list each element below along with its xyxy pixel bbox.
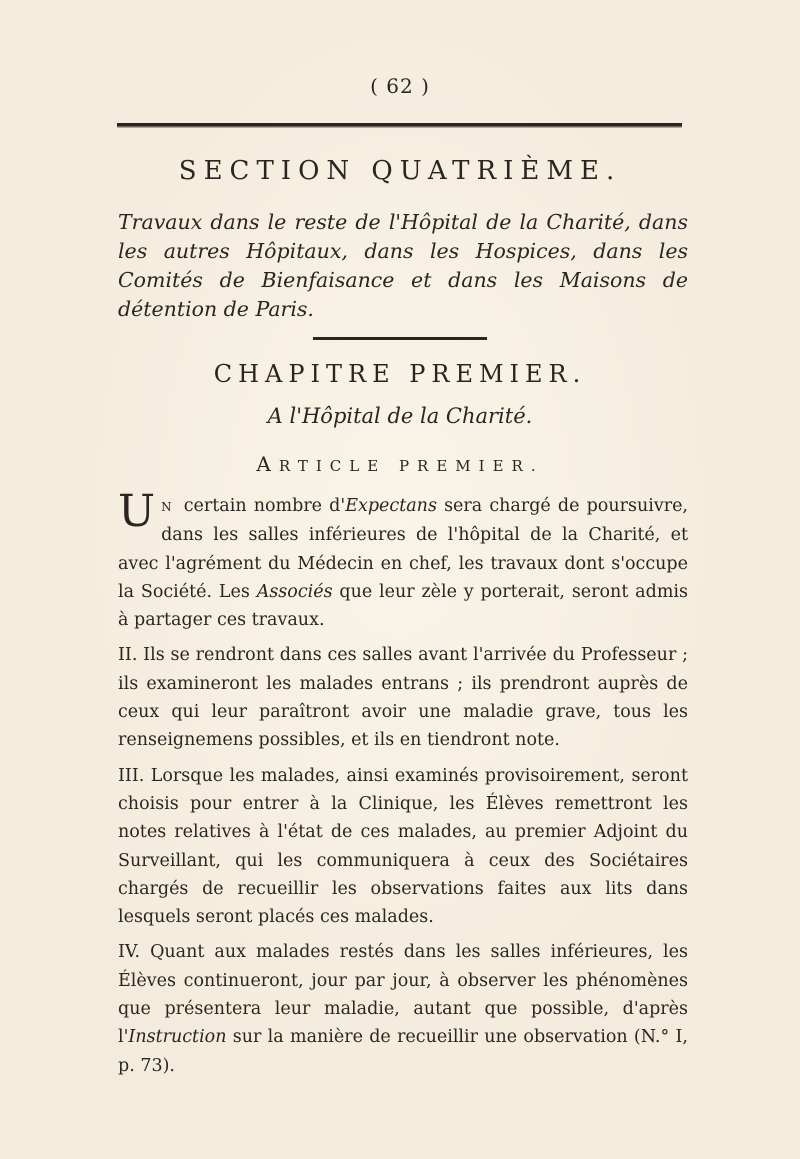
paragraph-4-italic-a: Instruction <box>128 1027 227 1048</box>
small-cap: N <box>161 500 173 514</box>
body-text <box>118 486 688 1087</box>
article-title-rest: RTICLE PREMIER. <box>278 457 544 475</box>
drop-cap: U <box>118 486 156 537</box>
header-rule <box>117 123 682 126</box>
paragraph-1-text-a: certain nombre d' <box>176 496 346 516</box>
paragraph-1-text-c: que leur zèle y porterait, seront admis à partager ces travaux. <box>118 581 688 631</box>
article-title <box>0 452 800 476</box>
paragraph-1-italic-b: Associés <box>256 581 333 602</box>
paragraph-4 <box>118 938 688 1079</box>
section-subtitle: Travaux dans le reste de l'Hôpital de la Charité, dans les autres Hôpitaux, dans les Hospices, dans les Comités de Bienfaisance et dans les Maisons de détention de Paris. <box>118 210 688 321</box>
section-divider-rule <box>313 337 487 340</box>
paragraph-1-text-b: sera chargé de poursuivre, dans les salles inférieures de l'hôpital de la Charité, et avec l'agrément du Médecin en chef, les travaux dont s'occupe la Société. Les <box>118 496 688 602</box>
chapter-subtitle: A l'Hôpital de la Charité. <box>267 404 533 428</box>
paragraph-1-italic-a: Expectans <box>345 496 437 516</box>
paragraph-3: III. Lorsque les malades, ainsi examinés provisoirement, seront choisis pour entrer à la Clinique, les Élèves remettront les notes relatives à l'état de ces malades, au premier Adjoint du Surveillant, qui les communiquera à ceux des Sociétaires chargés de recueillir les observations faites aux lits dans lesquels seront placés ces malades. <box>118 765 688 928</box>
paragraph-4-text-a: IV. Quant aux malades restés dans les salles inférieures, les Élèves continueront, jour par jour, à observer les phénomènes que présentera leur maladie, autant que possible, d'après l' <box>118 942 688 1048</box>
paragraph-1 <box>118 486 688 634</box>
page-number: ( 62 ) <box>370 74 430 98</box>
paragraph-4-text-b: sur la manière de recueillir une observation (N.° I, p. 73). <box>118 1027 688 1076</box>
chapter-title: CHAPITRE PREMIER. <box>213 360 587 388</box>
paragraph-2: II. Ils se rendront dans ces salles avant l'arrivée du Professeur ; ils examineront les malades entrans ; ils prendront auprès de ceux qui leur paraîtront avoir une maladie grave, tous les renseignemens possibles, et ils en tiendront note. <box>118 645 688 751</box>
section-title: SECTION QUATRIÈME. <box>178 156 622 186</box>
article-title-initial: A <box>256 452 279 476</box>
